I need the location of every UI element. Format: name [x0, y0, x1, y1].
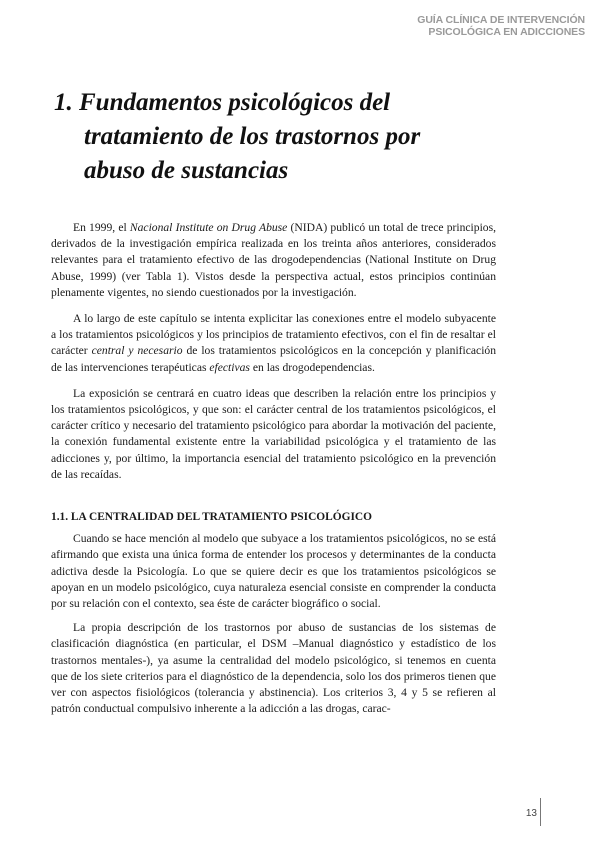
paragraph-2-part-a: A lo largo de este capítulo se intenta explicitar las conexiones entre el modelo subyacente a los tratamientos psicológicos y los principios de tratamiento efectivos, con el fin de resaltar el carácter — [51, 312, 496, 358]
paragraph-2 — [51, 311, 496, 376]
paragraph-1-part-c: (NIDA) publicó un total de trece principios, derivados de la investigación empírica realizada en los treinta años anteriores, considerados relevantes para el tratamiento efectivo de las drogodependencias (National Institute on Drug Abuse, 1999) (ver Tabla 1). Vistos desde la perspectiva actual, estos principios continúan plenamente vigentes, no siendo cuestionados por la investigación. — [51, 221, 497, 299]
chapter-title — [54, 86, 494, 188]
body-text — [51, 220, 496, 727]
chapter-title-line-1: 1. Fundamentos psicológicos del — [54, 89, 391, 116]
paragraph-1 — [51, 220, 496, 301]
running-header — [417, 14, 585, 38]
nida-name: Nacional Institute on Drug Abuse — [129, 221, 288, 234]
paragraph-4: Cuando se hace mención al modelo que subyace a los tratamientos psicológicos, no se está afirmando que exista una única forma de entender los procesos y determinantes de la conducta adictiva desde la Psicología. Lo que se quiere decir es que los tratamientos psicológicos se apoyan en un modelo psicológico, cuya naturaleza esencial consiste en comprender la conducta por su relación con el contexto, sea éste de carácter biográfico o social. — [51, 532, 496, 611]
emphasis-central-necesario: central y necesario — [91, 344, 183, 358]
chapter-title-line-3: abuso de sustancias — [84, 157, 289, 184]
page-number: 13 — [525, 808, 537, 819]
paragraph-2-part-e: en las drogodependencias. — [249, 360, 375, 374]
paragraph-3: La exposición se centrará en cuatro ideas que describen la relación entre los principios y los tratamientos psicológicos, y que son: el carácter central de los tratamientos psicológicos, el carácter crítico y necesario del tratamiento psicológico para abordar la motivación del paciente, la conexión fundamental existente entre la variabilidad psicológica y el tratamiento de las adicciones y, por último, la importancia esencial del tratamiento psicológico en la prevención de las recaídas. — [51, 386, 496, 481]
page-number-rule — [540, 798, 541, 826]
paragraph-2-part-c: de los tratamientos psicológicos en la concepción y planificación de las intervenciones terapéuticas — [51, 344, 497, 374]
paragraph-1-part-a: En 1999, el — [73, 221, 130, 234]
chapter-title-line-2: tratamiento de los trastornos por — [84, 123, 421, 150]
emphasis-efectivas: efectivas — [209, 360, 250, 374]
paragraph-5: La propia descripción de los trastornos por abuso de sustancias de los sistemas de clasificación diagnóstica (en particular, el DSM –Manual diagnóstico y estadístico de los trastornos mentales-), ya asume la centralidad del modelo psicológico, si tenemos en cuenta que de los siete criterios para el diagnóstico de la dependencia, solo los dos primeros tienen que ver con aspectos fisiológicos (tolerancia y abstinencia). Los criterios 3, 4 y 5 se refieren al patrón conductual compulsivo inherente a la adicción a las drogas, carac- — [51, 621, 496, 716]
running-header-line-1: GUÍA CLÍNICA DE INTERVENCIÓN — [417, 14, 585, 26]
running-header-line-2: PSICOLÓGICA EN ADICCIONES — [428, 26, 585, 38]
section-heading: 1.1. LA CENTRALIDAD DEL TRATAMIENTO PSICOLÓGICO — [51, 511, 372, 524]
